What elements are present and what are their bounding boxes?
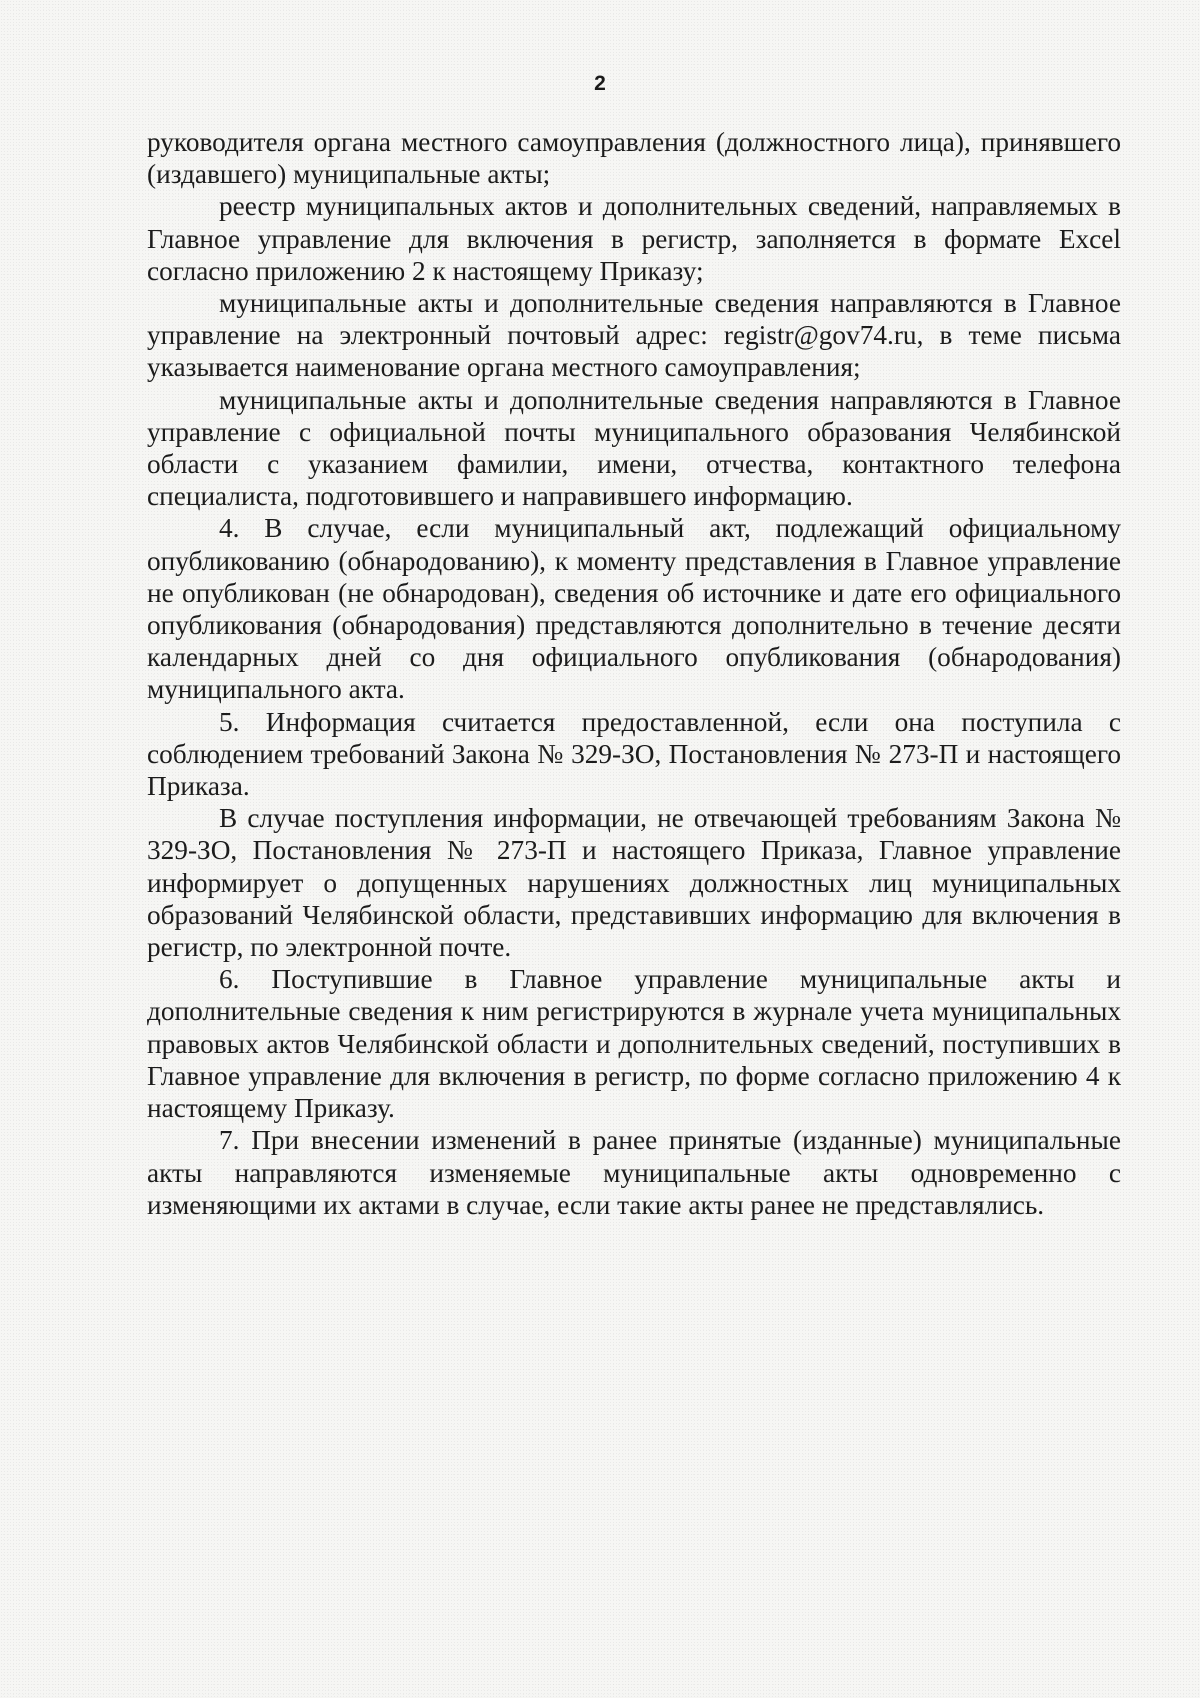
paragraph-email-address: муниципальные акты и дополнительные сведения направляются в Главное управление на электронный почтовый адрес: registr@gov74.ru, в теме письма указывается наименование органа местного самоуправления; bbox=[147, 288, 1121, 383]
page-number: 2 bbox=[594, 72, 606, 95]
document-body bbox=[147, 126, 1121, 1221]
paragraph-item-7: 7. При внесении изменений в ранее принятые (изданные) муниципальные акты направляются изменяемые муниципальные акты одновременно с изменяющими их актами в случае, если такие акты ранее не представлялись. bbox=[147, 1125, 1121, 1220]
paragraph-continuation: руководителя органа местного самоуправления (должностного лица), принявшего (издавшего) муниципальные акты; bbox=[147, 127, 1121, 190]
paragraph-item-6: 6. Поступившие в Главное управление муниципальные акты и дополнительные сведения к ним регистрируются в журнале учета муниципальных правовых актов Челябинской области и дополнительных сведений, поступивших в Главное управление для включения в регистр, по форме согласно приложению 4 к настоящему Приказу. bbox=[147, 964, 1121, 1124]
paragraph-item-5: 5. Информация считается предоставленной, если она поступила с соблюдением требований Закона № 329-ЗО, Постановления № 273-П и настоящего Приказа. bbox=[147, 706, 1121, 802]
paragraph-official-mail: муниципальные акты и дополнительные сведения направляются в Главное управление с официальной почты муниципального образования Челябинской области с указанием фамилии, имени, отчества, контактного телефона специалиста, подготовившего и направившего информацию. bbox=[147, 384, 1121, 512]
paragraph-item-4: 4. В случае, если муниципальный акт, подлежащий официальному опубликованию (обнародованию), к моменту представления в Главное управление не опубликован (не обнародован), сведения об источнике и дате его официального опубликования (обнародования) представляются дополнительно в течение десяти календарных дней со дня официального опубликования (обнародования) муниципального акта. bbox=[147, 513, 1121, 705]
paragraph-registry-format: реестр муниципальных актов и дополнительных сведений, направляемых в Главное управление для включения в регистр, заполняется в формате Excel согласно приложению 2 к настоящему Приказу; bbox=[147, 191, 1121, 286]
paragraph-noncompliance: В случае поступления информации, не отвечающей требованиям Закона № 329-ЗО, Постановления № 273-П и настоящего Приказа, Главное управление информирует о допущенных нарушениях должностных лиц муниципальных образований Челябинской области, представивших информацию для включения в регистр, по электронной почте. bbox=[147, 803, 1121, 963]
